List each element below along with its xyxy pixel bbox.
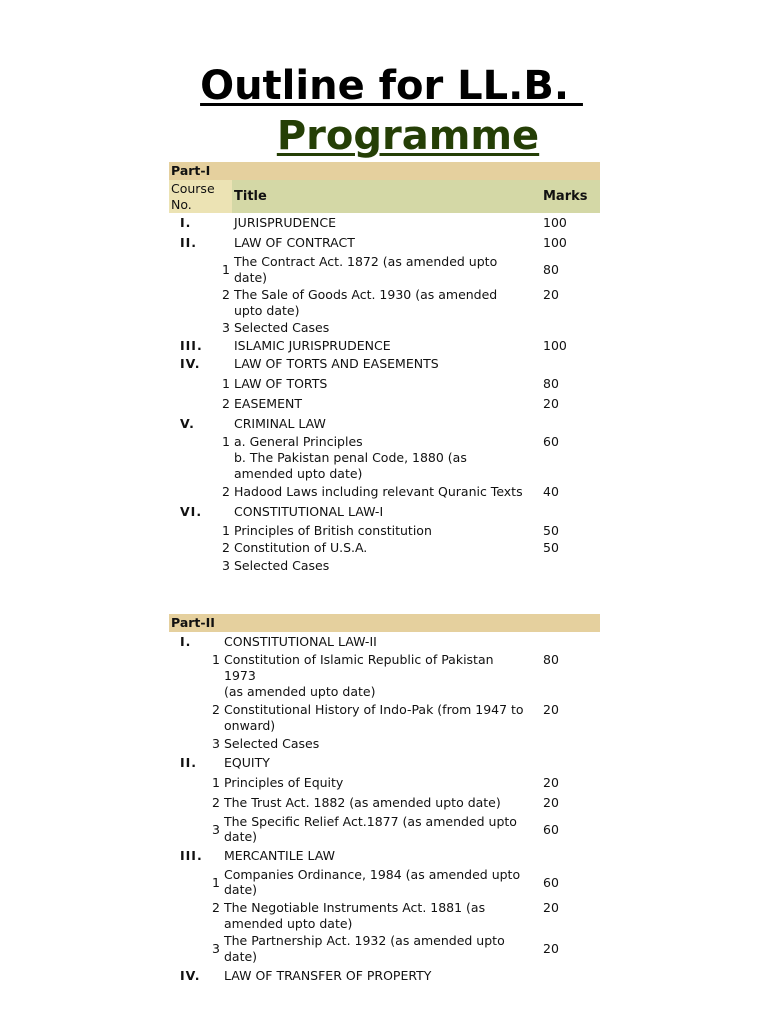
item-title-line1: The Negotiable Instruments Act. 1881 (as: [224, 900, 486, 915]
item-marks: 20: [543, 287, 559, 302]
item-title-line2: date): [224, 882, 258, 897]
item-title-line3: amended upto date): [234, 466, 363, 481]
item-number: 2: [212, 795, 220, 810]
course-roman: III.: [180, 848, 203, 863]
item-number: 2: [212, 900, 220, 915]
part-2-label: Part-II: [169, 614, 600, 632]
item-title: The Trust Act. 1882 (as amended upto date): [224, 795, 501, 810]
item-title-line2: date): [234, 270, 268, 285]
header-marks: Marks: [543, 189, 588, 204]
item-number: 1: [222, 523, 230, 538]
page-title-line2: Programme: [276, 113, 540, 159]
course-marks: 100: [543, 215, 567, 230]
item-title: EASEMENT: [234, 396, 302, 411]
item-title: Selected Cases: [224, 736, 320, 751]
item-title-line1: Constitutional History of Indo-Pak (from 1947 to: [224, 702, 524, 717]
course-title: CONSTITUTIONAL LAW-II: [224, 634, 377, 649]
item-title-line2: date): [224, 949, 258, 964]
item-title: Constitution of U.S.A.: [234, 540, 368, 555]
item-marks: 20: [543, 702, 559, 717]
item-number: 3: [222, 558, 230, 573]
item-marks: 20: [543, 941, 559, 956]
course-roman: IV.: [180, 968, 201, 983]
course-title: MERCANTILE LAW: [224, 848, 336, 863]
item-title-line2: onward): [224, 718, 276, 733]
item-marks: 20: [543, 775, 559, 790]
item-title-line1: The Sale of Goods Act. 1930 (as amended: [234, 287, 498, 302]
item-title-line1: The Partnership Act. 1932 (as amended upto: [224, 933, 505, 948]
item-title: Selected Cases: [234, 320, 330, 335]
course-roman: V.: [180, 416, 195, 431]
item-number: 2: [212, 702, 220, 717]
item-marks: 80: [543, 262, 559, 277]
item-number: 2: [222, 484, 230, 499]
item-marks: 60: [543, 875, 559, 890]
item-title-line3: (as amended upto date): [224, 684, 376, 699]
item-marks: 40: [543, 484, 559, 499]
header-course-no: Course No.: [169, 180, 232, 213]
course-roman: IV.: [180, 356, 201, 371]
item-marks: 20: [543, 900, 559, 915]
course-roman: I.: [180, 634, 192, 649]
item-marks: 50: [543, 523, 559, 538]
course-title: LAW OF CONTRACT: [234, 235, 355, 250]
item-title-line1: The Contract Act. 1872 (as amended upto: [234, 254, 498, 269]
item-number: 1: [212, 875, 220, 890]
item-title-line2: 1973: [224, 668, 256, 683]
item-title-line1: Constitution of Islamic Republic of Pakistan: [224, 652, 494, 667]
course-title: CONSTITUTIONAL LAW-I: [234, 504, 384, 519]
item-number: 3: [212, 941, 220, 956]
part-1-label: Part-I: [169, 162, 600, 180]
item-number: 3: [212, 822, 220, 837]
page-title-line1: Outline for LL.B.: [200, 63, 583, 109]
item-marks: 50: [543, 540, 559, 555]
item-title-line2: date): [224, 829, 258, 844]
table-header: [169, 180, 600, 213]
item-title-line2: upto date): [234, 303, 300, 318]
item-marks: 80: [543, 376, 559, 391]
item-marks: 20: [543, 396, 559, 411]
item-title: Hadood Laws including relevant Quranic Texts: [234, 484, 523, 499]
item-number: 1: [212, 652, 220, 667]
course-roman: I.: [180, 215, 192, 230]
item-number: 2: [222, 396, 230, 411]
item-number: 1: [212, 775, 220, 790]
item-number: 1: [222, 434, 230, 449]
item-title-line2: amended upto date): [224, 916, 353, 931]
item-number: 3: [222, 320, 230, 335]
course-roman: III.: [180, 338, 203, 353]
course-title: LAW OF TORTS AND EASEMENTS: [234, 356, 439, 371]
item-title: Selected Cases: [234, 558, 330, 573]
course-roman: II.: [180, 235, 198, 250]
course-marks: 100: [543, 235, 567, 250]
item-number: 2: [222, 540, 230, 555]
item-marks: 20: [543, 795, 559, 810]
course-title: LAW OF TRANSFER OF PROPERTY: [224, 968, 432, 983]
item-title: Principles of British constitution: [234, 523, 432, 538]
course-roman: II.: [180, 755, 198, 770]
item-marks: 60: [543, 822, 559, 837]
item-number: 2: [222, 287, 230, 302]
item-title: Principles of Equity: [224, 775, 344, 790]
course-title: JURISPRUDENCE: [234, 215, 337, 230]
item-title-line1: The Specific Relief Act.1877 (as amended upto: [224, 814, 517, 829]
item-title: LAW OF TORTS: [234, 376, 328, 391]
item-title-line1: Companies Ordinance, 1984 (as amended upto: [224, 867, 521, 882]
header-title: Title: [234, 189, 267, 204]
item-title-line2: b. The Pakistan penal Code, 1880 (as: [234, 450, 467, 465]
item-number: 1: [222, 262, 230, 277]
item-marks: 80: [543, 652, 559, 667]
item-number: 1: [222, 376, 230, 391]
item-number: 3: [212, 736, 220, 751]
item-title-line1: a. General Principles: [234, 434, 363, 449]
course-marks: 100: [543, 338, 567, 353]
course-title: EQUITY: [224, 755, 270, 770]
item-marks: 60: [543, 434, 559, 449]
course-title: CRIMINAL LAW: [234, 416, 326, 431]
course-roman: VI.: [180, 504, 203, 519]
course-title: ISLAMIC JURISPRUDENCE: [234, 338, 391, 353]
